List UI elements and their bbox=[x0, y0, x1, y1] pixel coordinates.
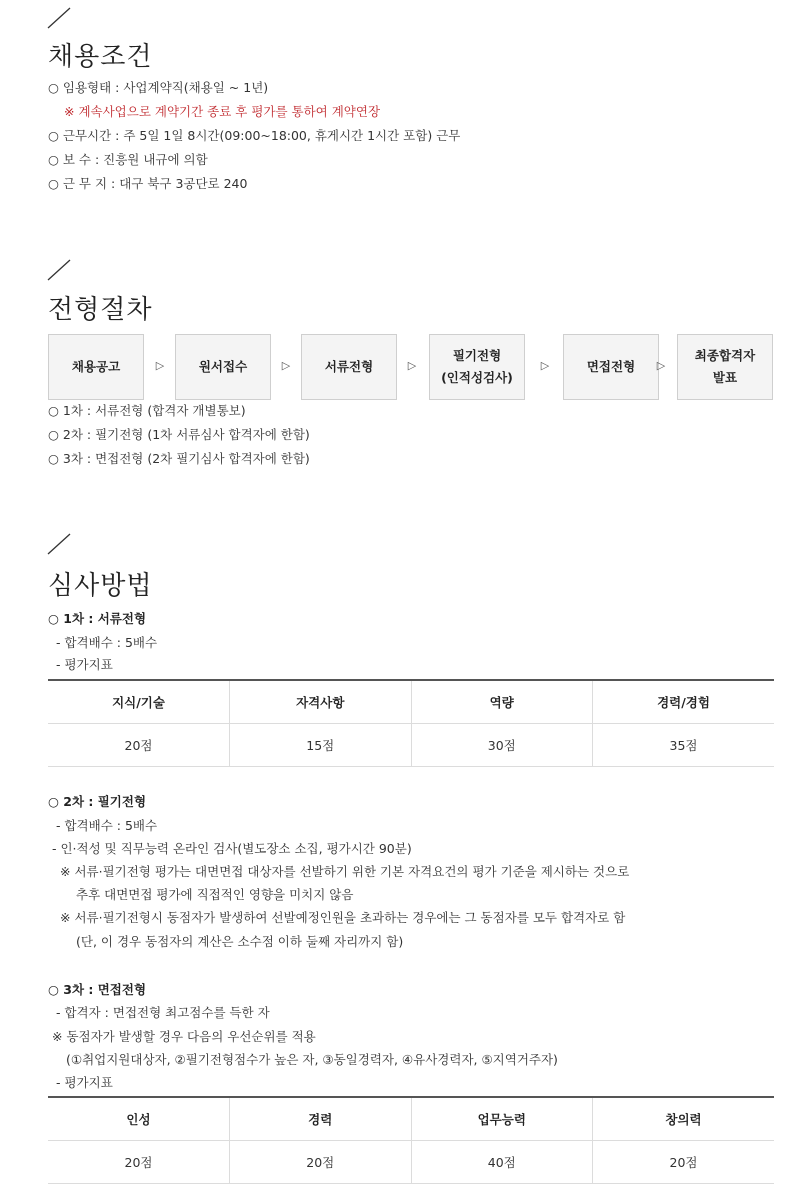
stage3-tie-note: ※ 동점자가 발생할 경우 다음의 우선순위를 적용 bbox=[52, 1029, 316, 1044]
employment-type: ○ 임용형태 : 사업계약직(채용일 ~ 1년) bbox=[48, 80, 269, 95]
arrow-icon: ▷ bbox=[656, 359, 666, 372]
stage1-multiple: - 합격배수 : 5배수 bbox=[56, 635, 158, 650]
table-cell: 15점 bbox=[230, 724, 412, 767]
arrow-icon: ▷ bbox=[540, 359, 550, 372]
step-application: 원서접수 bbox=[175, 334, 271, 400]
process-stage-3: ○ 3차 : 면접전형 (2차 필기심사 합격자에 한함) bbox=[48, 451, 310, 466]
stage3-table bbox=[48, 1096, 774, 1184]
stage1-table bbox=[48, 679, 774, 767]
stage1-heading: ○ 1차 : 서류전형 bbox=[48, 611, 147, 626]
working-hours: ○ 근무시간 : 주 5일 1일 8시간(09:00~18:00, 휴게시간 1시간 포함) 근무 bbox=[48, 128, 461, 143]
table-cell: 20점 bbox=[48, 724, 230, 767]
arrow-icon: ▷ bbox=[407, 359, 417, 372]
stage2-note-1: ※ 서류·필기전형 평가는 대면면접 대상자를 선발하기 위한 기본 자격요건의 평가 기준을 제시하는 것으로 bbox=[60, 864, 630, 879]
table-header-row bbox=[48, 680, 774, 724]
table-cell: 30점 bbox=[411, 724, 593, 767]
table-row bbox=[48, 1141, 774, 1184]
stage2-multiple: - 합격배수 : 5배수 bbox=[56, 818, 158, 833]
table-header-cell: 인성 bbox=[48, 1097, 230, 1141]
table-header-cell: 업무능력 bbox=[411, 1097, 593, 1141]
section-slash-icon bbox=[46, 258, 72, 282]
stage2-heading: ○ 2차 : 필기전형 bbox=[48, 794, 147, 809]
table-header-cell: 경력/경험 bbox=[593, 680, 775, 724]
section-title-process: 전형절차 bbox=[48, 295, 153, 325]
stage3-indicator-label: - 평가지표 bbox=[56, 1075, 113, 1090]
step-final-result: 최종합격자 발표 bbox=[677, 334, 773, 400]
salary: ○ 보 수 : 진흥원 내규에 의함 bbox=[48, 152, 208, 167]
table-header-cell: 창의력 bbox=[593, 1097, 775, 1141]
table-header-cell: 경력 bbox=[230, 1097, 412, 1141]
table-header-cell: 역량 bbox=[411, 680, 593, 724]
step-interview: 면접전형 bbox=[563, 334, 659, 400]
step-document: 서류전형 bbox=[301, 334, 397, 400]
stage2-note-2-cont: (단, 이 경우 동점자의 계산은 소수점 이하 둘째 자리까지 함) bbox=[76, 934, 404, 949]
table-cell: 20점 bbox=[230, 1141, 412, 1184]
stage2-note-1-cont: 추후 대면면접 평가에 직접적인 영향을 미치지 않음 bbox=[76, 887, 354, 902]
arrow-icon: ▷ bbox=[155, 359, 165, 372]
section-title-conditions: 채용조건 bbox=[48, 42, 153, 72]
process-stage-2: ○ 2차 : 필기전형 (1차 서류심사 합격자에 한함) bbox=[48, 427, 310, 442]
stage2-test: - 인·적성 및 직무능력 온라인 검사(별도장소 소집, 평가시간 90분) bbox=[52, 841, 412, 856]
section-title-evaluation: 심사방법 bbox=[48, 571, 153, 601]
stage2-note-2: ※ 서류·필기전형시 동점자가 발생하여 선발예정인원을 초과하는 경우에는 그 동점자를 모두 합격자로 함 bbox=[60, 910, 626, 925]
section-slash-icon bbox=[46, 532, 72, 556]
step-written: 필기전형 (인적성검사) bbox=[429, 334, 525, 400]
process-flow bbox=[48, 334, 778, 400]
stage3-priority: (①취업지원대상자, ②필기전형점수가 높은 자, ③동일경력자, ④유사경력자, ⑤지역거주자) bbox=[66, 1052, 558, 1067]
section-slash-icon bbox=[46, 6, 72, 30]
table-cell: 20점 bbox=[48, 1141, 230, 1184]
table-header-cell: 지식/기술 bbox=[48, 680, 230, 724]
stage3-pass: - 합격자 : 면접전형 최고점수를 득한 자 bbox=[56, 1005, 270, 1020]
stage1-indicator-label: - 평가지표 bbox=[56, 657, 113, 672]
work-location: ○ 근 무 지 : 대구 북구 3공단로 240 bbox=[48, 176, 248, 191]
table-cell: 35점 bbox=[593, 724, 775, 767]
arrow-icon: ▷ bbox=[281, 359, 291, 372]
table-cell: 20점 bbox=[593, 1141, 775, 1184]
step-announcement: 채용공고 bbox=[48, 334, 144, 400]
table-header-row bbox=[48, 1097, 774, 1141]
process-stage-1: ○ 1차 : 서류전형 (합격자 개별통보) bbox=[48, 403, 246, 418]
table-cell: 40점 bbox=[411, 1141, 593, 1184]
contract-note: ※ 계속사업으로 계약기간 종료 후 평가를 통하여 계약연장 bbox=[64, 104, 381, 119]
table-row bbox=[48, 724, 774, 767]
table-header-cell: 자격사항 bbox=[230, 680, 412, 724]
stage3-heading: ○ 3차 : 면접전형 bbox=[48, 982, 147, 997]
